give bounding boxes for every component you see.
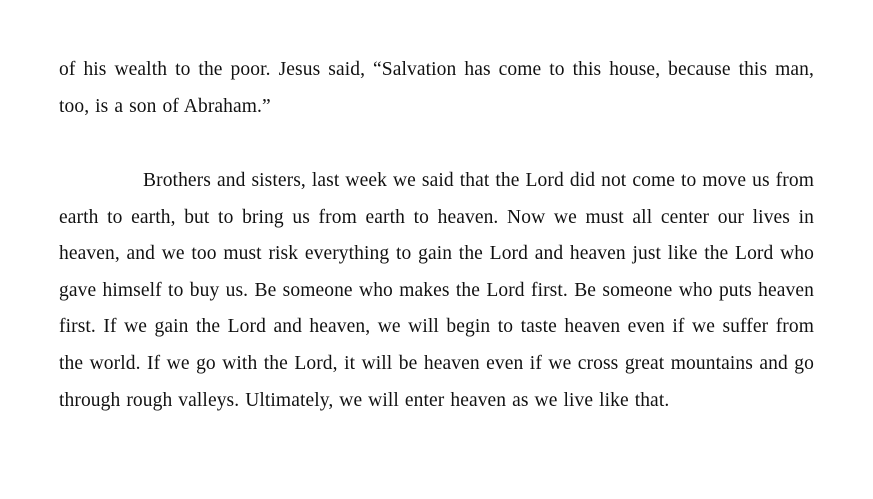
paragraph-1: of his wealth to the poor. Jesus said, “Salvation has come to this house, because this man, too, is a son of Abraham.” bbox=[59, 59, 814, 117]
paragraph-2: Brothers and sisters, last week we said that the Lord did not come to move us from earth to earth, but to bring us from earth to heaven. Now we must all center our lives in heaven, and we too must risk everything to gain the Lord and heaven just like the Lord who gave himself to buy us. Be someone who makes the Lord first. Be someone who puts heaven first. If we gain the Lord and heaven, we will begin to taste heaven even if we suffer from the world. If we go with the Lord, it will be heaven even if we cross great mountains and go through rough valleys. Ultimately, we will enter heaven as we live like that. bbox=[59, 170, 814, 411]
